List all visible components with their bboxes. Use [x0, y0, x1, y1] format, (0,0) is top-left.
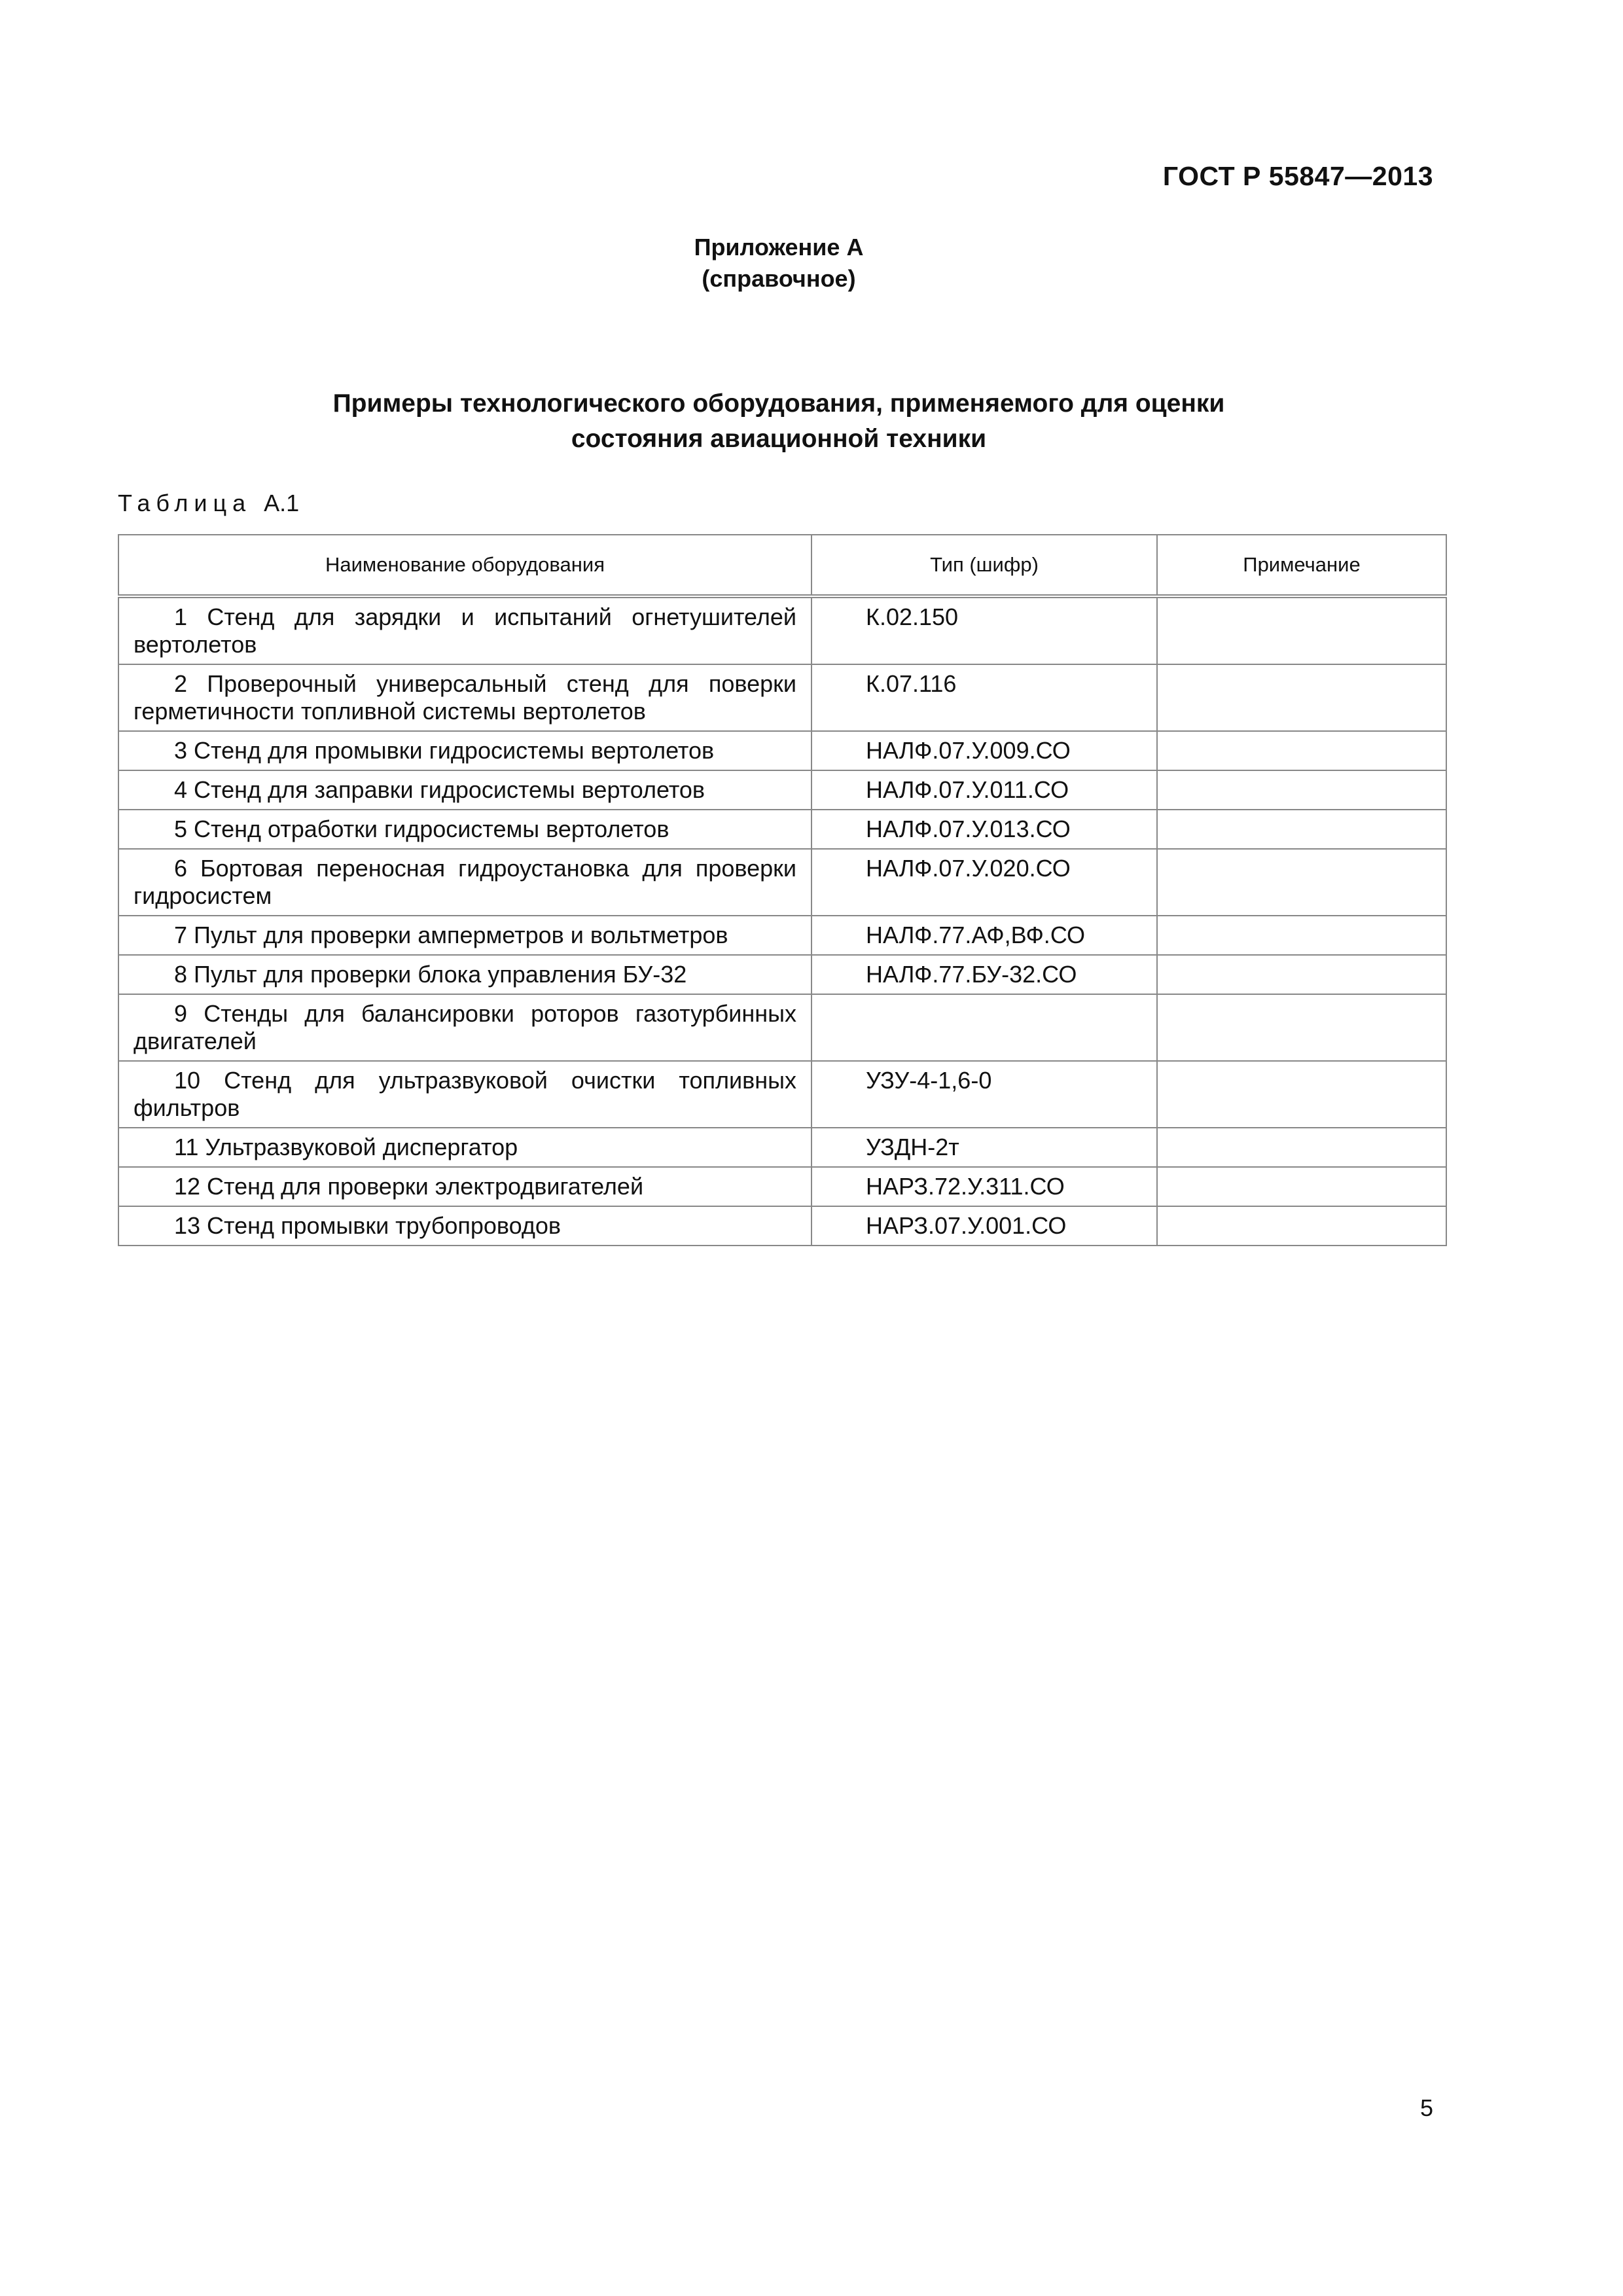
- cell-note: [1157, 955, 1446, 994]
- cell-equipment-name: 7 Пульт для проверки амперметров и вольтметров: [118, 916, 812, 955]
- table-row: [118, 596, 1446, 664]
- cell-equipment-name: 3 Стенд для промывки гидросистемы вертолетов: [118, 731, 812, 770]
- table-caption-number: А.1: [264, 490, 300, 516]
- cell-note: [1157, 916, 1446, 955]
- cell-note: [1157, 596, 1446, 664]
- cell-type-code: К.07.116: [812, 664, 1157, 731]
- cell-equipment-name: 2 Проверочный универсальный стенд для поверки герметичности топливной системы вертолетов: [118, 664, 812, 731]
- cell-note: [1157, 1206, 1446, 1246]
- cell-note: [1157, 770, 1446, 810]
- table-row: [118, 731, 1446, 770]
- table-row: [118, 664, 1446, 731]
- cell-type-code: НАРЗ.72.У.311.СО: [812, 1167, 1157, 1206]
- table-row: [118, 1206, 1446, 1246]
- table-row: [118, 770, 1446, 810]
- table-caption: [118, 490, 299, 517]
- table-row: [118, 1128, 1446, 1167]
- cell-note: [1157, 1061, 1446, 1128]
- cell-note: [1157, 731, 1446, 770]
- table-row: [118, 994, 1446, 1061]
- cell-equipment-name: 4 Стенд для заправки гидросистемы вертолетов: [118, 770, 812, 810]
- appendix-heading: [0, 232, 1558, 295]
- cell-type-code: НАЛФ.07.У.011.СО: [812, 770, 1157, 810]
- cell-type-code: НАЛФ.07.У.009.СО: [812, 731, 1157, 770]
- table-row: [118, 916, 1446, 955]
- cell-type-code: УЗУ-4-1,6-0: [812, 1061, 1157, 1128]
- cell-type-code: НАЛФ.77.БУ-32.СО: [812, 955, 1157, 994]
- table-row: [118, 1167, 1446, 1206]
- appendix-kind: (справочное): [702, 265, 856, 292]
- table-header-row: [118, 535, 1446, 596]
- equipment-table: [118, 534, 1447, 1246]
- document-title-line-1: Примеры технологического оборудования, применяемого для оценки: [332, 389, 1225, 418]
- table-row: [118, 1061, 1446, 1128]
- cell-type-code: НАЛФ.07.У.020.СО: [812, 849, 1157, 916]
- cell-equipment-name: 12 Стенд для проверки электродвигателей: [118, 1167, 812, 1206]
- cell-note: [1157, 1128, 1446, 1167]
- cell-note: [1157, 1167, 1446, 1206]
- cell-note: [1157, 810, 1446, 849]
- document-title-line-2: состояния авиационной техники: [571, 425, 987, 453]
- cell-type-code: НАЛФ.77.АФ,ВФ.СО: [812, 916, 1157, 955]
- column-header-note: Примечание: [1157, 535, 1446, 596]
- cell-equipment-name: 5 Стенд отработки гидросистемы вертолетов: [118, 810, 812, 849]
- table-caption-word: Таблица: [118, 490, 252, 516]
- cell-equipment-name: 9 Стенды для балансировки роторов газотурбинных двигателей: [118, 994, 812, 1061]
- cell-note: [1157, 849, 1446, 916]
- cell-note: [1157, 994, 1446, 1061]
- table-row: [118, 810, 1446, 849]
- table-row: [118, 849, 1446, 916]
- cell-equipment-name: 8 Пульт для проверки блока управления БУ-32: [118, 955, 812, 994]
- document-code: ГОСТ Р 55847—2013: [1162, 161, 1433, 191]
- cell-type-code: К.02.150: [812, 596, 1157, 664]
- cell-equipment-name: 13 Стенд промывки трубопроводов: [118, 1206, 812, 1246]
- document-title: [0, 386, 1558, 457]
- cell-equipment-name: 1 Стенд для зарядки и испытаний огнетушителей вертолетов: [118, 596, 812, 664]
- cell-type-code: НАРЗ.07.У.001.СО: [812, 1206, 1157, 1246]
- cell-equipment-name: 10 Стенд для ультразвуковой очистки топливных фильтров: [118, 1061, 812, 1128]
- cell-type-code: НАЛФ.07.У.013.СО: [812, 810, 1157, 849]
- page-number: 5: [1419, 2094, 1433, 2121]
- column-header-type: Тип (шифр): [812, 535, 1157, 596]
- appendix-title: Приложение А: [694, 234, 864, 260]
- cell-type-code: УЗДН-2т: [812, 1128, 1157, 1167]
- table-row: [118, 955, 1446, 994]
- cell-equipment-name: 11 Ультразвуковой диспергатор: [118, 1128, 812, 1167]
- cell-type-code: [812, 994, 1157, 1061]
- column-header-name: Наименование оборудования: [118, 535, 812, 596]
- cell-equipment-name: 6 Бортовая переносная гидроустановка для проверки гидросистем: [118, 849, 812, 916]
- cell-note: [1157, 664, 1446, 731]
